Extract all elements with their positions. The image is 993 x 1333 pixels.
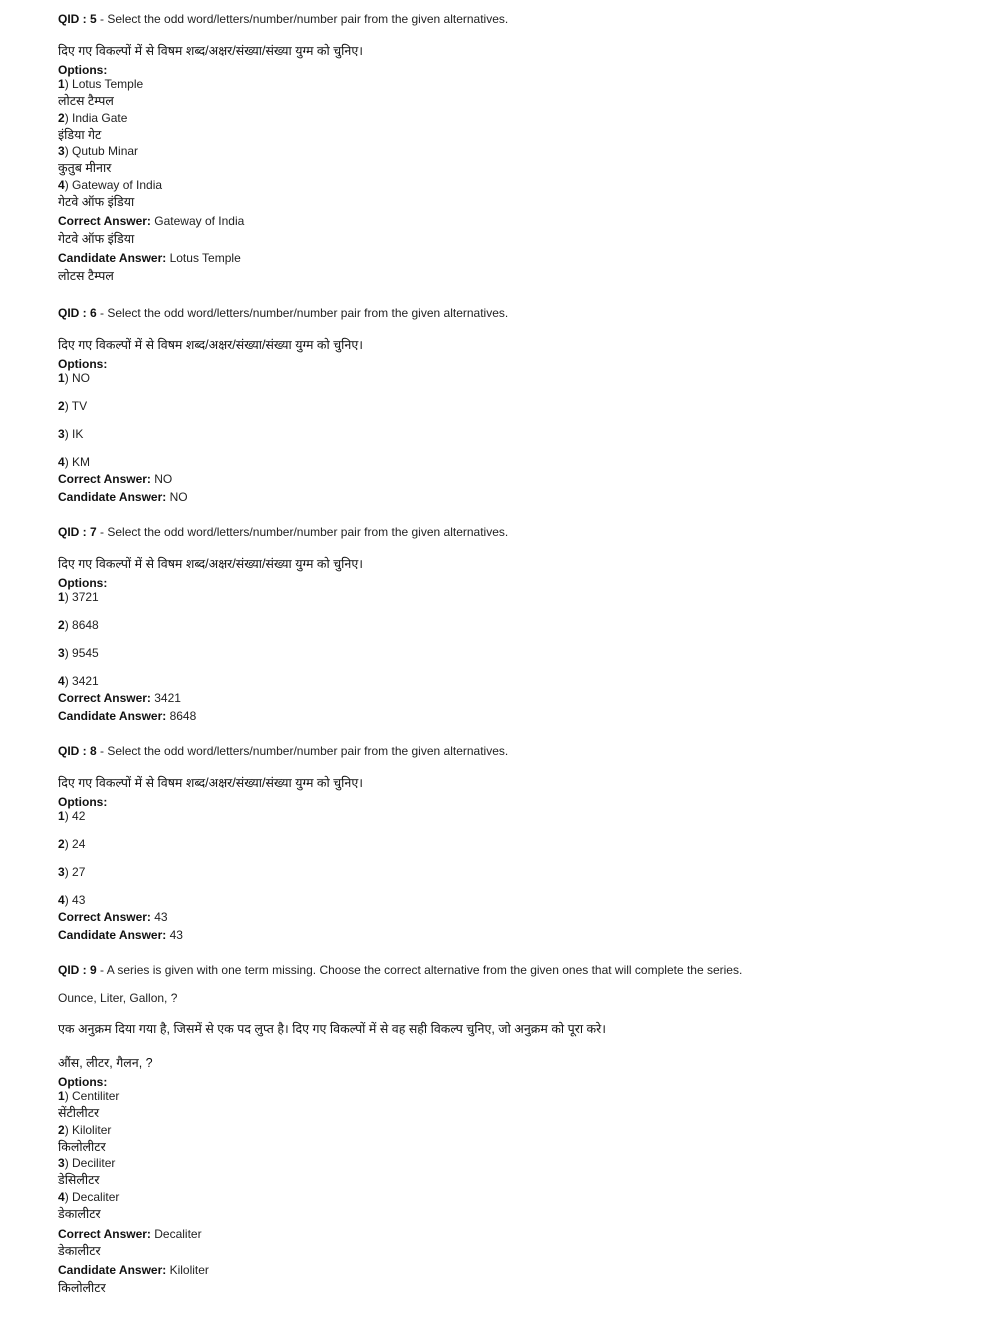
option-1	[58, 589, 99, 605]
candidate-answer	[58, 1262, 209, 1278]
option-4	[58, 1189, 119, 1205]
option-number: 1	[58, 1089, 65, 1103]
question-text: - A series is given with one term missing. Choose the correct alternative from the given ones that will complete the series.	[96, 963, 743, 977]
candidate-answer-hindi: किलोलीटर	[58, 1281, 106, 1295]
question-heading	[58, 524, 508, 540]
candidate-answer-value: 43	[166, 928, 183, 942]
option-4-hindi: गेटवे ऑफ इंडिया	[58, 195, 135, 209]
option-4	[58, 673, 99, 689]
correct-answer	[58, 909, 168, 925]
option-number: 3	[58, 865, 65, 879]
option-3	[58, 426, 83, 442]
question-text-hindi: एक अनुक्रम दिया गया है, जिसमें से एक पद लुप्त है। दिए गए विकल्पों में से वह सही विकल्प चुनिए, जो अनुक्रम को पूरा करे।	[58, 1022, 607, 1036]
correct-answer	[58, 690, 181, 706]
option-number: 3	[58, 1156, 65, 1170]
question-text-hindi: दिए गए विकल्पों में से विषम शब्द/अक्षर/संख्या/संख्या युग्म को चुनिए।	[58, 338, 363, 352]
option-text: ) Centiliter	[64, 1089, 120, 1103]
option-text: ) India Gate	[64, 111, 128, 125]
option-4	[58, 892, 85, 908]
option-text: ) 24	[64, 837, 86, 851]
options-label: Options:	[58, 63, 108, 77]
candidate-answer-label: Candidate Answer:	[58, 928, 167, 942]
option-1	[58, 76, 143, 92]
correct-answer-value: Decaliter	[150, 1227, 202, 1241]
option-number: 3	[58, 144, 65, 158]
option-text: ) Decaliter	[64, 1190, 120, 1204]
option-text: ) KM	[64, 455, 91, 469]
option-text: ) Lotus Temple	[64, 77, 144, 91]
option-3	[58, 1155, 115, 1171]
question-heading	[58, 962, 742, 978]
candidate-answer-value: Kiloliter	[166, 1263, 209, 1277]
option-4-hindi: डेकालीटर	[58, 1207, 101, 1221]
option-number: 2	[58, 399, 65, 413]
correct-answer	[58, 213, 244, 229]
option-number: 2	[58, 1123, 65, 1137]
correct-answer-label: Correct Answer:	[58, 910, 151, 924]
option-text: ) 8648	[64, 618, 99, 632]
qid-label: QID :	[58, 12, 90, 26]
correct-answer-label: Correct Answer:	[58, 691, 151, 705]
option-number: 2	[58, 837, 65, 851]
qid-label: QID :	[58, 963, 90, 977]
option-number: 4	[58, 893, 65, 907]
option-2	[58, 110, 127, 126]
option-number: 2	[58, 618, 65, 632]
option-1-hindi: सेंटीलीटर	[58, 1106, 100, 1120]
option-3	[58, 864, 85, 880]
series-text: Ounce, Liter, Gallon, ?	[58, 991, 178, 1005]
option-number: 4	[58, 178, 65, 192]
candidate-answer	[58, 708, 196, 724]
option-number: 4	[58, 1190, 65, 1204]
qid-label: QID :	[58, 525, 90, 539]
option-number: 1	[58, 371, 65, 385]
question-text: - Select the odd word/letters/number/number pair from the given alternatives.	[96, 306, 509, 320]
option-3-hindi: डेसिलीटर	[58, 1173, 100, 1187]
correct-answer-value: 43	[150, 910, 168, 924]
qid-label: QID :	[58, 306, 90, 320]
option-text: ) Gateway of India	[64, 178, 163, 192]
candidate-answer-value: Lotus Temple	[166, 251, 241, 265]
question-text-hindi: दिए गए विकल्पों में से विषम शब्द/अक्षर/संख्या/संख्या युग्म को चुनिए।	[58, 44, 363, 58]
qid-number: 6	[90, 306, 97, 320]
candidate-answer-label: Candidate Answer:	[58, 490, 167, 504]
correct-answer-value: NO	[150, 472, 173, 486]
candidate-answer	[58, 489, 188, 505]
question-heading	[58, 743, 508, 759]
correct-answer-label: Correct Answer:	[58, 214, 151, 228]
options-label: Options:	[58, 576, 108, 590]
question-heading	[58, 305, 508, 321]
option-number: 4	[58, 674, 65, 688]
option-text: ) 27	[64, 865, 86, 879]
question-text: - Select the odd word/letters/number/number pair from the given alternatives.	[96, 12, 509, 26]
options-label: Options:	[58, 357, 108, 371]
correct-answer-hindi: गेटवे ऑफ इंडिया	[58, 232, 135, 246]
option-1	[58, 808, 85, 824]
series-text-hindi: औंस, लीटर, गैलन, ?	[58, 1056, 153, 1070]
qid-number: 9	[90, 963, 97, 977]
option-3	[58, 143, 138, 159]
correct-answer-value: 3421	[150, 691, 181, 705]
option-number: 3	[58, 427, 65, 441]
option-text: ) IK	[64, 427, 84, 441]
option-text: ) TV	[64, 399, 88, 413]
question-text: - Select the odd word/letters/number/number pair from the given alternatives.	[96, 525, 509, 539]
option-2	[58, 836, 85, 852]
options-label: Options:	[58, 795, 108, 809]
candidate-answer	[58, 927, 183, 943]
question-heading	[58, 11, 508, 27]
qid-number: 8	[90, 744, 97, 758]
correct-answer-hindi: डेकालीटर	[58, 1244, 101, 1258]
option-1-hindi: लोटस टैम्पल	[58, 94, 114, 108]
qid-number: 7	[90, 525, 97, 539]
candidate-answer-hindi: लोटस टैम्पल	[58, 269, 114, 283]
option-number: 2	[58, 111, 65, 125]
option-number: 1	[58, 809, 65, 823]
option-text: ) 3721	[64, 590, 99, 604]
question-text: - Select the odd word/letters/number/number pair from the given alternatives.	[96, 744, 509, 758]
option-3	[58, 645, 99, 661]
candidate-answer-label: Candidate Answer:	[58, 709, 167, 723]
option-text: ) 42	[64, 809, 86, 823]
question-text-hindi: दिए गए विकल्पों में से विषम शब्द/अक्षर/संख्या/संख्या युग्म को चुनिए।	[58, 776, 363, 790]
correct-answer-label: Correct Answer:	[58, 472, 151, 486]
option-text: ) 3421	[64, 674, 99, 688]
option-2	[58, 398, 87, 414]
option-text: ) Kiloliter	[64, 1123, 112, 1137]
correct-answer	[58, 1226, 202, 1242]
option-number: 4	[58, 455, 65, 469]
option-number: 1	[58, 77, 65, 91]
option-text: ) 9545	[64, 646, 99, 660]
candidate-answer-value: NO	[166, 490, 188, 504]
candidate-answer-value: 8648	[166, 709, 197, 723]
option-text: ) 43	[64, 893, 86, 907]
option-1	[58, 370, 90, 386]
candidate-answer-label: Candidate Answer:	[58, 251, 167, 265]
option-number: 1	[58, 590, 65, 604]
option-2-hindi: किलोलीटर	[58, 1140, 106, 1154]
option-1	[58, 1088, 119, 1104]
option-2	[58, 1122, 111, 1138]
correct-answer	[58, 471, 172, 487]
option-2	[58, 617, 99, 633]
option-text: ) NO	[64, 371, 91, 385]
option-text: ) Deciliter	[64, 1156, 116, 1170]
correct-answer-value: Gateway of India	[150, 214, 245, 228]
candidate-answer	[58, 250, 241, 266]
option-4	[58, 177, 162, 193]
option-4	[58, 454, 90, 470]
correct-answer-label: Correct Answer:	[58, 1227, 151, 1241]
candidate-answer-label: Candidate Answer:	[58, 1263, 167, 1277]
option-3-hindi: कुतुब मीनार	[58, 161, 112, 175]
option-text: ) Qutub Minar	[64, 144, 139, 158]
options-label: Options:	[58, 1075, 108, 1089]
option-number: 3	[58, 646, 65, 660]
option-2-hindi: इंडिया गेट	[58, 128, 102, 142]
qid-label: QID :	[58, 744, 90, 758]
question-text-hindi: दिए गए विकल्पों में से विषम शब्द/अक्षर/संख्या/संख्या युग्म को चुनिए।	[58, 557, 363, 571]
qid-number: 5	[90, 12, 97, 26]
